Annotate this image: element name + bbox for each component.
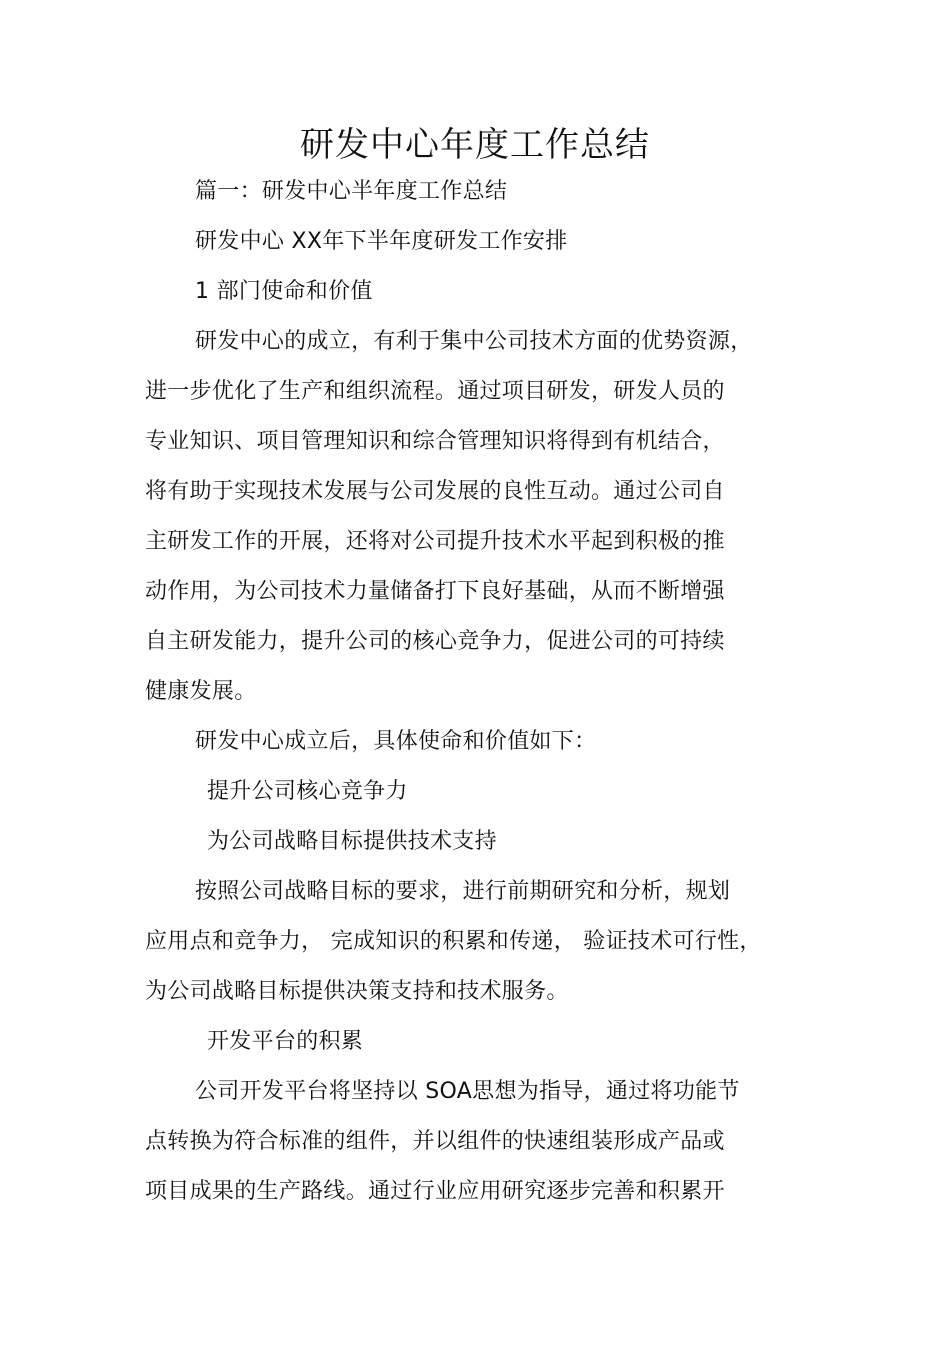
text-line: 将有助于实现技术发展与公司发展的良性互动。通过公司自: [145, 479, 725, 504]
text-line: 自主研发能力，提升公司的核心竞争力，促进公司的可持续: [145, 629, 725, 654]
text-line: 提升公司核心竞争力: [207, 779, 408, 804]
text-line: 按照公司战略目标的要求，进行前期研究和分析，规划: [195, 879, 731, 904]
text-line: 公司开发平台将坚持以 SOA思想为指导，通过将功能节: [195, 1079, 740, 1104]
text-line: 1 部门使命和价值: [195, 279, 373, 304]
text-line: 为公司战略目标提供技术支持: [207, 829, 497, 854]
text-line: 为公司战略目标提供决策支持和技术服务。: [145, 979, 569, 1004]
text-line: 研发中心成立后，具体使命和价值如下：: [195, 729, 597, 754]
text-line: 主研发工作的开展，还将对公司提升技术水平起到积极的推: [145, 529, 725, 554]
document-title: 研发中心年度工作总结: [300, 125, 650, 165]
text-line: 健康发展。: [145, 679, 257, 704]
text-line: 项目成果的生产路线。通过行业应用研究逐步完善和积累开: [145, 1179, 725, 1204]
text-line: 应用点和竞争力， 完成知识的积累和传递， 验证技术可行性，: [145, 929, 762, 954]
text-line: 动作用，为公司技术力量储备打下良好基础，从而不断增强: [145, 579, 725, 604]
text-line: 研发中心的成立，有利于集中公司技术方面的优势资源，: [195, 329, 753, 354]
text-line: 进一步优化了生产和组织流程。通过项目研发，研发人员的: [145, 379, 725, 404]
text-line: 篇一：研发中心半年度工作总结: [195, 179, 508, 204]
text-line: 开发平台的积累: [207, 1029, 364, 1054]
text-line: 点转换为符合标准的组件，并以组件的快速组装形成产品或: [145, 1129, 725, 1154]
text-line: 研发中心 XX年下半年度研发工作安排: [195, 229, 568, 254]
text-line: 专业知识、项目管理知识和综合管理知识将得到有机结合，: [145, 429, 725, 454]
